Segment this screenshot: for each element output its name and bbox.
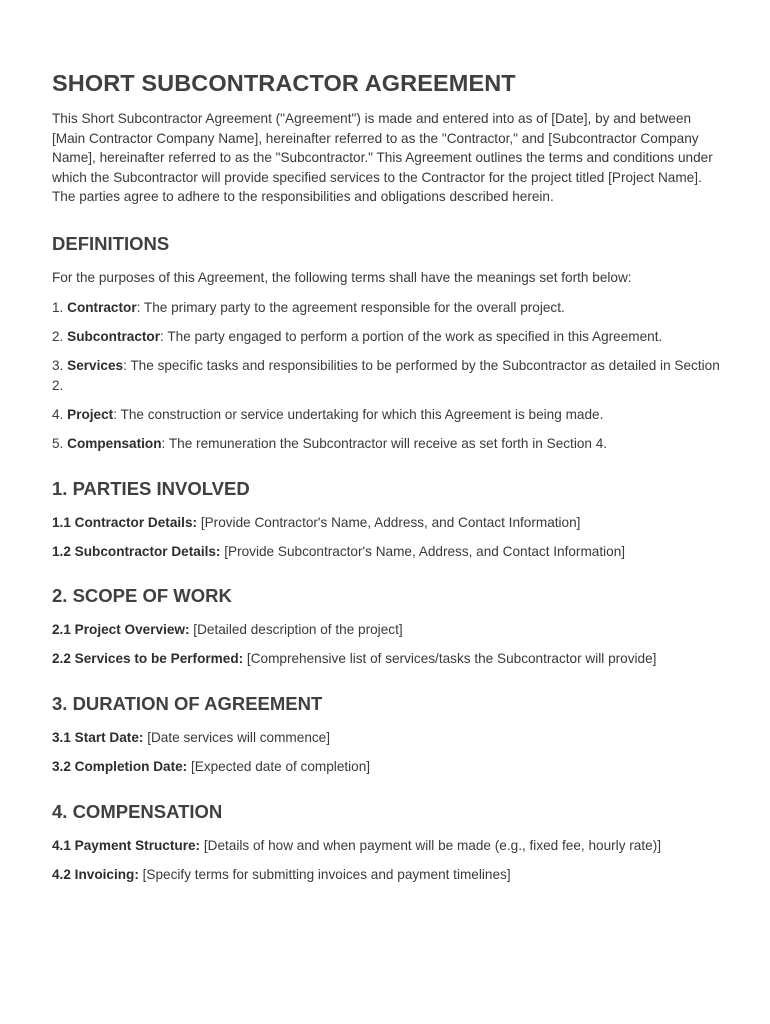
clause-label: 1.2 Subcontractor Details: — [52, 543, 221, 559]
clause-subcontractor-details: 1.2 Subcontractor Details: [Provide Subcontractor's Name, Address, and Contact Information] — [52, 543, 626, 559]
clause-invoicing: 4.2 Invoicing: [Specify terms for submitting invoices and payment timelines] — [52, 867, 511, 883]
clause-label: 1.1 Contractor Details: — [52, 514, 198, 530]
document-title: SHORT SUBCONTRACTOR AGREEMENT — [52, 70, 516, 96]
clause-label: 2.2 Services to be Performed: — [52, 651, 244, 667]
section-heading-compensation: 4. COMPENSATION — [52, 800, 223, 822]
clause-start-date: 3.1 Start Date: [Date services will commence] — [52, 730, 331, 746]
clause-label: 2.1 Project Overview: — [52, 622, 190, 638]
definition-item: 1. Contractor: The primary party to the agreement responsible for the overall project. — [52, 299, 565, 315]
section-heading-duration: 3. DURATION OF AGREEMENT — [52, 693, 323, 715]
clause-completion-date: 3.2 Completion Date: [Expected date of completion] — [52, 759, 371, 775]
section-heading-scope: 2. SCOPE OF WORK — [52, 585, 232, 607]
section-heading-parties: 1. PARTIES INVOLVED — [52, 477, 250, 499]
definition-term: Project — [67, 406, 114, 422]
intro-paragraph: This Short Subcontractor Agreement ("Agreement") is made and entered into as of [Date], by and between [Main Contractor Company Name], hereinafter referred to as the "Contractor," and [Subcontractor Company Name], hereinafter referred to as the "Subcontractor." This Agreement outlines the terms and conditions under which the Subcontractor will provide specified services to the Contractor for the project titled [Project Name]. The parties agree to adhere to the responsibilities and obligations described herein. — [52, 111, 713, 205]
clause-project-overview: 2.1 Project Overview: [Detailed description of the project] — [52, 622, 403, 638]
definition-term: Contractor — [67, 299, 137, 315]
clause-contractor-details: 1.1 Contractor Details: [Provide Contractor's Name, Address, and Contact Information] — [52, 514, 581, 530]
definition-term: Services — [67, 357, 124, 373]
definitions-heading: DEFINITIONS — [52, 232, 170, 254]
clause-label: 3.2 Completion Date: — [52, 759, 188, 775]
definition-item: 4. Project: The construction or service undertaking for which this Agreement is being made. — [52, 406, 604, 422]
definitions-lead: For the purposes of this Agreement, the following terms shall have the meanings set forth below: — [52, 269, 632, 285]
definition-term: Compensation — [67, 435, 162, 451]
clause-label: 4.2 Invoicing: — [52, 867, 139, 883]
definition-item: 5. Compensation: The remuneration the Subcontractor will receive as set forth in Section 4. — [52, 435, 608, 451]
clause-label: 4.1 Payment Structure: — [52, 837, 201, 853]
definition-term: Subcontractor — [67, 328, 161, 344]
clause-payment-structure: 4.1 Payment Structure: [Details of how and when payment will be made (e.g., fixed fee, hourly rate)] — [52, 837, 661, 853]
definition-item: 3. Services: The specific tasks and responsibilities to be performed by the Subcontractor as detailed in Section 2. — [52, 357, 720, 393]
clause-services: 2.2 Services to be Performed: [Comprehensive list of services/tasks the Subcontractor will provide] — [52, 651, 657, 667]
clause-label: 3.1 Start Date: — [52, 730, 144, 746]
definition-item: 2. Subcontractor: The party engaged to perform a portion of the work as specified in this Agreement. — [52, 328, 663, 344]
